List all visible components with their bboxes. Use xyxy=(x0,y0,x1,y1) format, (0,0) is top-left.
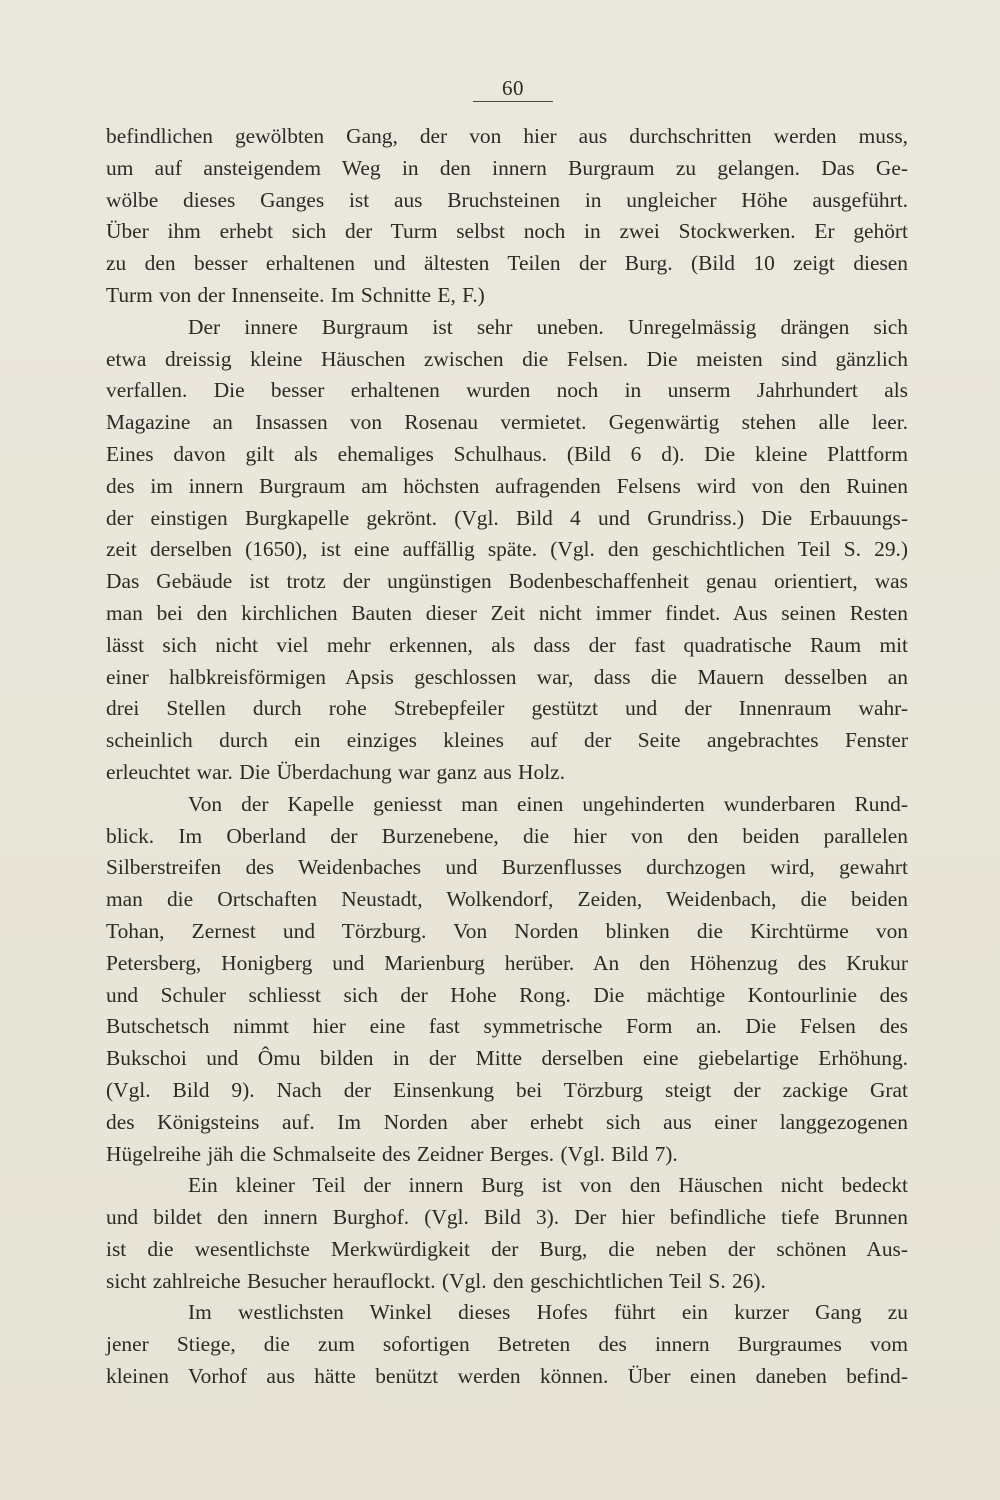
text-line: Ein kleiner Teil der innern Burg ist von den Häuschen nicht bedeckt xyxy=(188,1173,908,1198)
text-line: Turm von der Innenseite. Im Schnitte E, F.) xyxy=(106,282,485,307)
text-line: Hügelreihe jäh die Schmalseite des Zeidner Berges. (Vgl. Bild 7). xyxy=(106,1141,678,1166)
text-line: des im innern Burgraum am höchsten aufragenden Felsens wird von den Ruinen xyxy=(106,473,908,498)
body-text xyxy=(106,121,908,1393)
text-line: Eines davon gilt als ehemaliges Schulhaus. (Bild 6 d). Die kleine Plattform xyxy=(106,441,908,466)
text-line: und Schuler schliesst sich der Hohe Rong. Die mächtige Kontourlinie des xyxy=(106,982,908,1007)
paragraph xyxy=(106,312,908,789)
text-line: (Vgl. Bild 9). Nach der Einsenkung bei Törzburg steigt der zackige Grat xyxy=(106,1077,908,1102)
page-number: 60 xyxy=(502,76,524,100)
text-line: sicht zahlreiche Besucher herauflockt. (Vgl. den geschichtlichen Teil S. 26). xyxy=(106,1268,766,1293)
text-line: Tohan, Zernest und Törzburg. Von Norden blinken die Kirchtürme von xyxy=(106,918,908,943)
text-line: Das Gebäude ist trotz der ungünstigen Bodenbeschaffenheit genau orientiert, was xyxy=(106,569,908,594)
text-line: scheinlich durch ein einziges kleines auf der Seite angebrachtes Fenster xyxy=(106,728,908,753)
text-line: Im westlichsten Winkel dieses Hofes führt ein kurzer Gang zu xyxy=(188,1300,908,1325)
paragraph xyxy=(106,121,908,312)
text-line: zeit derselben (1650), ist eine auffällig späte. (Vgl. den geschichtlichen Teil S. 29.) xyxy=(106,537,908,562)
text-line: Von der Kapelle geniesst man einen ungehinderten wunderbaren Rund- xyxy=(188,791,908,816)
page-number-rule xyxy=(473,101,553,102)
text-line: etwa dreissig kleine Häuschen zwischen die Felsen. Die meisten sind gänzlich xyxy=(106,346,908,371)
text-line: und bildet den innern Burghof. (Vgl. Bild 3). Der hier befindliche tiefe Brunnen xyxy=(106,1205,908,1230)
text-line: Magazine an Insassen von Rosenau vermietet. Gegenwärtig stehen alle leer. xyxy=(106,410,908,435)
text-line: der einstigen Burgkapelle gekrönt. (Vgl. Bild 4 und Grundriss.) Die Erbauungs- xyxy=(106,505,908,530)
text-line: zu den besser erhaltenen und ältesten Teilen der Burg. (Bild 10 zeigt diesen xyxy=(106,251,908,276)
text-line: man bei den kirchlichen Bauten dieser Zeit nicht immer findet. Aus seinen Resten xyxy=(106,600,908,625)
text-line: erleuchtet war. Die Überdachung war ganz aus Holz. xyxy=(106,759,565,784)
paragraph xyxy=(106,789,908,1171)
text-line: lässt sich nicht viel mehr erkennen, als dass der fast quadratische Raum mit xyxy=(106,632,908,657)
text-line: kleinen Vorhof aus hätte benützt werden können. Über einen daneben befind- xyxy=(106,1364,908,1389)
text-line: ist die wesentlichste Merkwürdigkeit der Burg, die neben der schönen Aus- xyxy=(106,1236,908,1261)
text-line: drei Stellen durch rohe Strebepfeiler gestützt und der Innenraum wahr- xyxy=(106,696,908,721)
text-line: einer halbkreisförmigen Apsis geschlossen war, dass die Mauern desselben an xyxy=(106,664,908,689)
text-line: verfallen. Die besser erhaltenen wurden noch in unserm Jahrhundert als xyxy=(106,378,908,403)
text-line: Silberstreifen des Weidenbaches und Burzenflusses durchzogen wird, gewahrt xyxy=(106,855,908,880)
text-line: man die Ortschaften Neustadt, Wolkendorf, Zeiden, Weidenbach, die beiden xyxy=(106,887,908,912)
text-line: Petersberg, Honigberg und Marienburg herüber. An den Höhenzug des Krukur xyxy=(106,950,908,975)
paragraph xyxy=(106,1297,908,1392)
text-line: Der innere Burgraum ist sehr uneben. Unregelmässig drängen sich xyxy=(188,314,908,339)
text-line: blick. Im Oberland der Burzenebene, die hier von den beiden parallelen xyxy=(106,823,908,848)
text-line: jener Stiege, die zum sofortigen Betreten des innern Burgraumes vom xyxy=(106,1332,908,1357)
paragraph xyxy=(106,1170,908,1297)
text-line: des Königsteins auf. Im Norden aber erhebt sich aus einer langgezogenen xyxy=(106,1109,908,1134)
text-line: wölbe dieses Ganges ist aus Bruchsteinen in ungleicher Höhe ausgeführt. xyxy=(106,187,908,212)
text-line: Über ihm erhebt sich der Turm selbst noch in zwei Stockwerken. Er gehört xyxy=(106,219,908,244)
text-line: Bukschoi und Ômu bilden in der Mitte derselben eine giebelartige Erhöhung. xyxy=(106,1046,908,1071)
text-line: um auf ansteigendem Weg in den innern Burgraum zu gelangen. Das Ge- xyxy=(106,155,908,180)
text-line: Butschetsch nimmt hier eine fast symmetrische Form an. Die Felsen des xyxy=(106,1014,908,1039)
text-line: befindlichen gewölbten Gang, der von hier aus durchschritten werden muss, xyxy=(106,124,908,148)
